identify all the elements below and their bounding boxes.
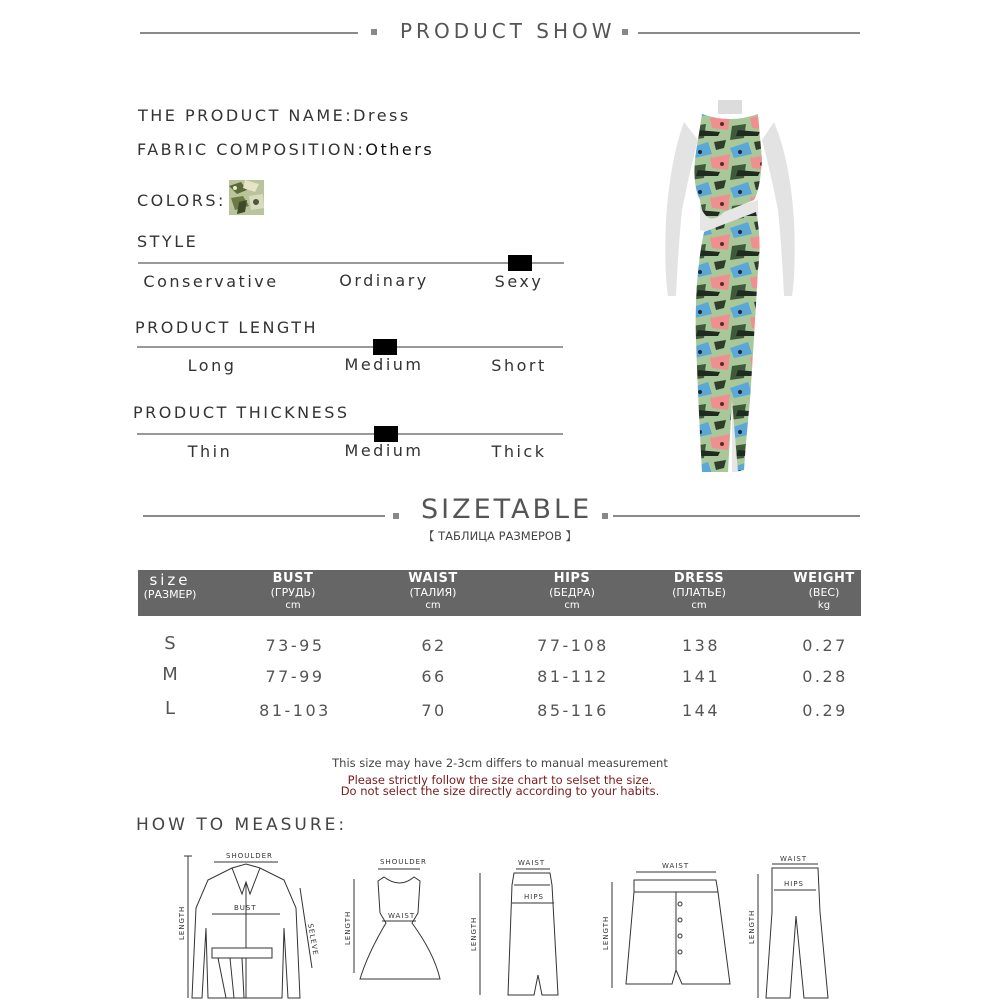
sizetable-right-square xyxy=(602,513,608,519)
thickness-option-thick: Thick xyxy=(491,442,547,461)
product-image[interactable] xyxy=(650,100,810,480)
row-s-size: S xyxy=(164,633,176,654)
jacket-shoulder-label: SHOULDER xyxy=(226,852,273,860)
row-m-waist: 66 xyxy=(421,667,447,686)
measure-title: HOW TO MEASURE: xyxy=(136,815,348,835)
sizetable-left-square xyxy=(393,513,399,519)
sizetable-title: SIZETABLE xyxy=(421,494,593,525)
row-l-weight: 0.29 xyxy=(802,701,848,720)
jacket-length-label: LENGTH xyxy=(178,905,186,940)
row-m-size: M xyxy=(162,664,178,685)
header-hips xyxy=(549,572,595,611)
header-bust-ru: (ГРУДЬ) xyxy=(270,585,316,599)
skirt-waist-label: WAIST xyxy=(518,859,546,867)
length-scale-marker[interactable] xyxy=(373,339,397,355)
header-bust-name: BUST xyxy=(272,571,314,586)
length-option-short: Short xyxy=(491,356,547,375)
header-hips-name: HIPS xyxy=(553,571,591,586)
style-scale-line xyxy=(138,262,564,264)
row-m-bust: 77-99 xyxy=(265,667,325,686)
header-left-square xyxy=(371,29,377,35)
product-name-value: Dress xyxy=(353,106,411,125)
row-l-hips: 85-116 xyxy=(537,701,609,720)
note-habits: Do not select the size directly according to your habits. xyxy=(340,784,660,798)
jacket-bust-label: BUST xyxy=(234,904,257,912)
row-l-size: L xyxy=(164,698,176,719)
style-option-conservative: Conservative xyxy=(143,272,279,291)
header-weight xyxy=(793,572,854,611)
product-name-row xyxy=(138,106,411,125)
pants-diagram-icon xyxy=(748,852,838,1000)
skirt-length-label: LENGTH xyxy=(470,916,478,951)
header-weight-name: WEIGHT xyxy=(793,571,855,586)
style-title: STYLE xyxy=(137,232,199,251)
dress-length-label: LENGTH xyxy=(344,910,352,945)
header-dress-ru: (ПЛАТЬЕ) xyxy=(672,585,726,599)
style-option-ordinary: Ordinary xyxy=(339,271,429,290)
row-m-weight: 0.28 xyxy=(802,667,848,686)
colors-label: COLORS: xyxy=(137,191,226,210)
header-size xyxy=(144,572,197,602)
sizetable-subtitle: 【 ТАБЛИЦА РАЗМЕРОВ 】 xyxy=(422,529,578,543)
thickness-option-medium: Medium xyxy=(344,441,424,460)
header-size-name: size xyxy=(149,571,191,589)
jacket-diagram-icon xyxy=(172,848,322,1000)
skirt-hips-label: HIPS xyxy=(524,893,544,901)
row-s-weight: 0.27 xyxy=(802,636,848,655)
header-right-square xyxy=(622,29,628,35)
printed-cutout-maxi-dress-icon xyxy=(650,100,810,480)
length-option-long: Long xyxy=(187,356,237,375)
thickness-scale-marker[interactable] xyxy=(374,426,398,442)
header-right-rule xyxy=(638,32,860,34)
pants-waist-label: WAIST xyxy=(780,855,808,863)
pants-length-label: LENGTH xyxy=(748,909,756,944)
dress-diagram-icon xyxy=(342,853,452,1000)
header-bust xyxy=(271,572,316,611)
row-m-hips: 81-112 xyxy=(537,667,609,686)
note-measurement: This size may have 2-3cm differs to manual measurement xyxy=(332,756,668,770)
header-weight-unit: kg xyxy=(817,599,831,611)
thickness-option-thin: Thin xyxy=(187,442,233,461)
product-name-label: THE PRODUCT NAME: xyxy=(138,106,354,125)
header-dress-name: DRESS xyxy=(673,571,725,586)
header-dress-unit: cm xyxy=(691,599,707,611)
page-title: PRODUCT SHOW xyxy=(400,19,616,43)
header-left-rule xyxy=(140,32,358,34)
row-m-dress: 141 xyxy=(681,667,721,686)
thickness-title: PRODUCT THICKNESS xyxy=(133,403,350,422)
fabric-label: FABRIC COMPOSITION: xyxy=(137,140,366,159)
row-s-dress: 138 xyxy=(681,636,721,655)
header-waist-unit: cm xyxy=(425,599,441,611)
row-l-bust: 81-103 xyxy=(259,701,331,720)
header-dress xyxy=(672,572,726,611)
row-l-dress: 144 xyxy=(681,701,721,720)
dress-waist-label: WAIST xyxy=(388,912,416,920)
pants-hips-label: HIPS xyxy=(784,880,804,888)
shorts-diagram-icon xyxy=(600,858,740,1000)
note-follow-chart: Please strictly follow the size chart to selset the size. xyxy=(347,773,653,787)
skirt-diagram-icon xyxy=(470,855,570,1000)
header-bust-unit: cm xyxy=(285,599,301,611)
header-waist-name: WAIST xyxy=(408,571,458,586)
shorts-length-label: LENGTH xyxy=(602,915,610,950)
color-swatch-icon[interactable] xyxy=(229,180,264,215)
length-scale-line xyxy=(137,346,563,348)
thickness-scale-line xyxy=(137,433,563,435)
header-weight-ru: (ВЕС) xyxy=(808,585,840,599)
row-l-waist: 70 xyxy=(421,701,447,720)
sizetable-left-rule xyxy=(143,515,385,517)
length-title: PRODUCT LENGTH xyxy=(135,318,319,337)
fabric-value: Others xyxy=(365,140,435,159)
fabric-row xyxy=(137,140,434,159)
dress-shoulder-label: SHOULDER xyxy=(380,858,427,866)
sizetable-right-rule xyxy=(613,515,860,517)
shorts-waist-label: WAIST xyxy=(662,862,690,870)
jacket-sleeve-label: SELEVE xyxy=(306,922,320,957)
row-s-bust: 73-95 xyxy=(265,636,325,655)
row-s-hips: 77-108 xyxy=(537,636,609,655)
style-option-sexy: Sexy xyxy=(494,272,544,291)
row-s-waist: 62 xyxy=(421,636,447,655)
header-waist xyxy=(408,572,457,611)
table-header-bar xyxy=(138,570,861,616)
header-waist-ru: (ТАЛИЯ) xyxy=(409,585,457,599)
style-scale-marker[interactable] xyxy=(508,255,532,271)
header-hips-unit: cm xyxy=(564,599,580,611)
header-size-ru: (РАЗМЕР) xyxy=(143,588,197,602)
header-hips-ru: (БЕДРА) xyxy=(549,585,595,599)
length-option-medium: Medium xyxy=(344,355,424,374)
